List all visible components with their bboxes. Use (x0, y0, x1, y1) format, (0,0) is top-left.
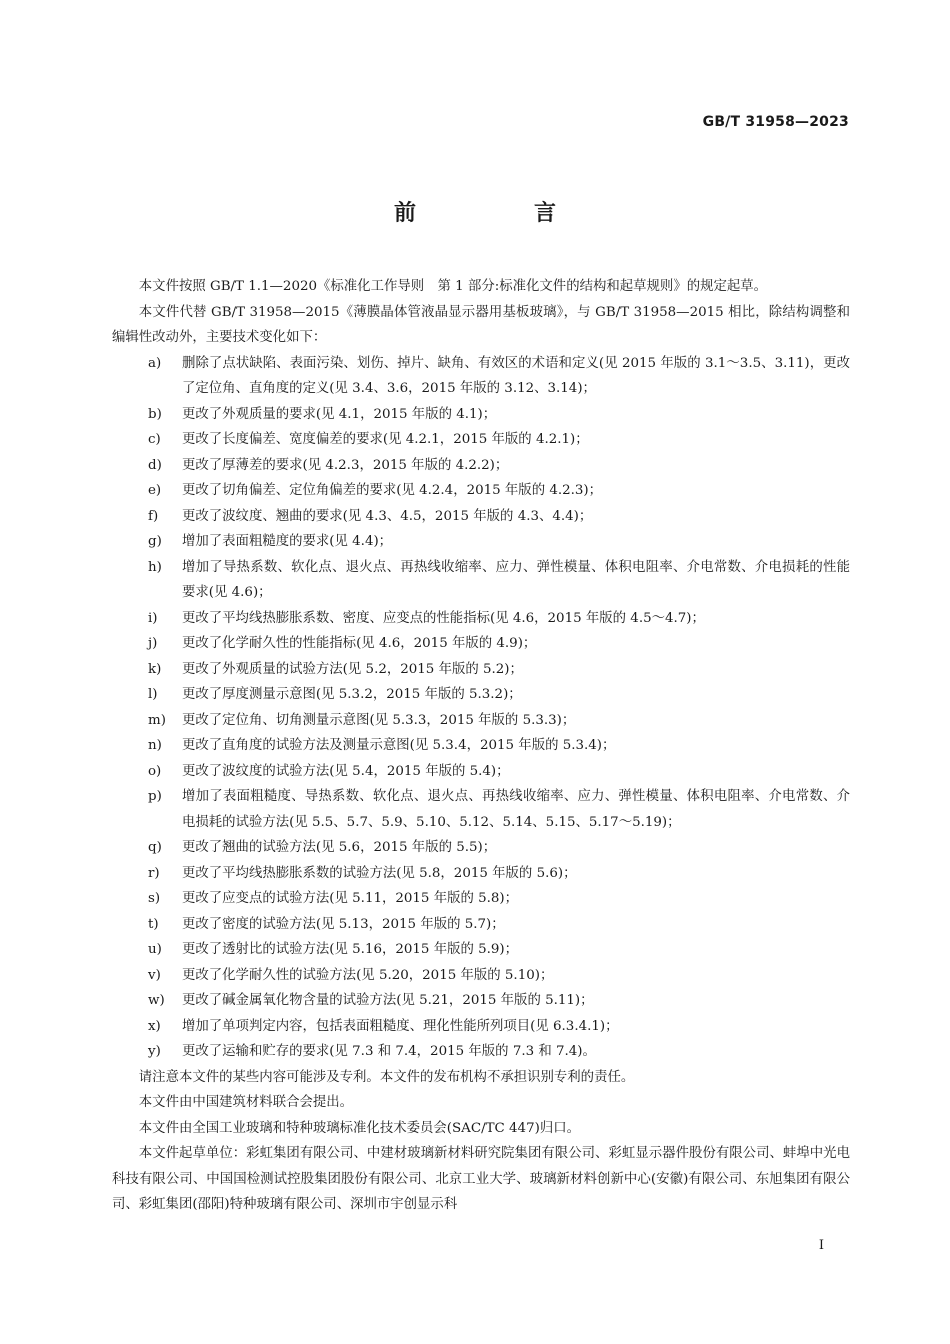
list-marker: d) (148, 457, 162, 473)
list-marker: c) (148, 432, 161, 447)
page-title: 前 言 (393, 201, 604, 226)
change-list-item (112, 886, 850, 912)
patent-notice: 请注意本文件的某些内容可能涉及专利。本文件的发布机构不承担识别专利的责任。 (138, 1069, 635, 1085)
list-item-text: 更改了平均线热膨胀系数、密度、应变点的性能指标(见 4.6，2015 年版的 4.5～4.7)； (182, 610, 705, 626)
list-marker: b) (148, 406, 162, 422)
change-list-item (112, 861, 850, 887)
change-list-item (112, 1039, 850, 1065)
list-marker: y) (148, 1044, 161, 1059)
list-item-text: 更改了外观质量的要求(见 4.1，2015 年版的 4.1)； (182, 406, 497, 422)
change-list-item (112, 555, 850, 606)
change-list-item (112, 631, 850, 657)
change-list-item (112, 759, 850, 785)
list-item-text: 更改了密度的试验方法(见 5.13，2015 年版的 5.7)； (182, 916, 505, 932)
change-list-item (112, 453, 850, 479)
list-marker: g) (148, 534, 162, 549)
change-list-item (112, 988, 850, 1014)
list-item-text: 更改了切角偏差、定位角偏差的要求(见 4.2.4，2015 年版的 4.2.3)； (182, 483, 603, 498)
list-item-text: 更改了碱金属氧化物含量的试验方法(见 5.21，2015 年版的 5.11)； (182, 993, 594, 1008)
change-list-item (112, 351, 850, 402)
list-item-text: 更改了波纹度、翘曲的要求(见 4.3、4.5，2015 年版的 4.3、4.4)； (182, 508, 593, 524)
change-list-item (112, 708, 850, 734)
list-marker: w) (148, 993, 165, 1008)
list-item-text: 更改了应变点的试验方法(见 5.11，2015 年版的 5.8)； (182, 891, 519, 906)
change-list-item (112, 529, 850, 555)
list-item-text: 更改了波纹度的试验方法(见 5.4，2015 年版的 5.4)； (182, 763, 510, 779)
change-list-item (112, 402, 850, 428)
intro-paragraph: 本文件代替 GB/T 31958—2015《薄膜晶体管液晶显示器用基板玻璃》，与 GB/T 31958—2015 相比，除结构调整和编辑性改动外，主要技术变化如下： (112, 304, 850, 345)
list-marker: r) (148, 865, 160, 881)
list-item-text: 删除了点状缺陷、表面污染、划伤、掉片、缺角、有效区的术语和定义(见 2015 年版的 3.1～3.5、3.11)，更改了定位角、直角度的定义(见 3.4、3.6，2015 年版的 3.12、3.14)； (182, 355, 850, 396)
page-number: Ⅰ (818, 1238, 824, 1253)
list-marker: t) (148, 916, 159, 932)
change-list-item (112, 912, 850, 938)
list-item-text: 更改了翘曲的试验方法(见 5.6，2015 年版的 5.5)； (182, 840, 497, 855)
list-marker: x) (148, 1018, 161, 1034)
change-list-item (112, 963, 850, 989)
list-item-text: 增加了导热系数、软化点、退火点、再热线收缩率、应力、弹性模量、体积电阻率、介电常数、介电损耗的性能要求(见 4.6)； (182, 559, 850, 600)
change-list-item (112, 682, 850, 708)
list-marker: l) (148, 687, 158, 702)
change-list-item (112, 657, 850, 683)
list-marker: h) (148, 559, 162, 575)
intro-paragraph: 本文件按照 GB/T 1.1—2020《标准化工作导则 第 1 部分:标准化文件的结构和起草规则》的规定起草。 (138, 279, 768, 294)
standard-code: GB/T 31958—2023 (702, 114, 849, 130)
proposer-paragraph: 本文件由中国建筑材料联合会提出。 (138, 1095, 354, 1110)
list-item-text: 更改了化学耐久性的试验方法(见 5.20，2015 年版的 5.10)； (182, 967, 554, 983)
change-list-item (112, 835, 850, 861)
list-marker: e) (148, 483, 162, 498)
list-marker: f) (148, 508, 159, 524)
list-item-text: 增加了表面粗糙度、导热系数、软化点、退火点、再热线收缩率、应力、弹性模量、体积电阻率、介电常数、介电损耗的试验方法(见 5.5、5.7、5.9、5.10、5.12、5.14、5.15、5.17～5.19)； (182, 789, 850, 830)
list-marker: m) (148, 712, 166, 728)
change-list-item (112, 504, 850, 530)
list-marker: k) (148, 661, 162, 677)
drafting-units-paragraph: 本文件起草单位：彩虹集团有限公司、中建材玻璃新材料研究院集团有限公司、彩虹显示器件股份有限公司、蚌埠中光电科技有限公司、中国国检测试控股集团股份有限公司、北京工业大学、玻璃新材料创新中心(安徽)有限公司、东旭集团有限公司、彩虹集团(邵阳)特种玻璃有限公司、深圳市宇创显示科 (112, 1146, 850, 1212)
list-item-text: 更改了厚度测量示意图(见 5.3.2，2015 年版的 5.3.2)； (182, 687, 522, 702)
list-item-text: 更改了透射比的试验方法(见 5.16，2015 年版的 5.9)； (182, 942, 519, 957)
list-item-text: 更改了运输和贮存的要求(见 7.3 和 7.4，2015 年版的 7.3 和 7.4)。 (182, 1044, 596, 1059)
list-item-text: 更改了定位角、切角测量示意图(见 5.3.3，2015 年版的 5.3.3)； (182, 712, 576, 728)
list-item-text: 更改了直角度的试验方法及测量示意图(见 5.3.4，2015 年版的 5.3.4)； (182, 738, 616, 753)
list-item-text: 更改了外观质量的试验方法(见 5.2，2015 年版的 5.2)； (182, 661, 523, 677)
list-item-text: 更改了平均线热膨胀系数的试验方法(见 5.8，2015 年版的 5.6)； (182, 865, 577, 881)
list-marker: u) (148, 942, 162, 957)
document-body (112, 274, 850, 1218)
list-marker: j) (148, 636, 158, 651)
change-list-item (112, 478, 850, 504)
list-marker: p) (148, 789, 162, 804)
change-list-item (112, 937, 850, 963)
change-list-item (112, 1014, 850, 1040)
list-marker: q) (148, 840, 162, 855)
list-item-text: 更改了长度偏差、宽度偏差的要求(见 4.2.1，2015 年版的 4.2.1)； (182, 432, 589, 447)
list-marker: o) (148, 763, 162, 779)
list-item-text: 更改了厚薄差的要求(见 4.2.3，2015 年版的 4.2.2)； (182, 457, 509, 473)
list-marker: i) (148, 610, 158, 626)
change-list (112, 351, 850, 1065)
change-list-item (112, 733, 850, 759)
list-item-text: 更改了化学耐久性的性能指标(见 4.6，2015 年版的 4.9)； (182, 636, 537, 651)
committee-paragraph: 本文件由全国工业玻璃和特种玻璃标准化技术委员会(SAC/TC 447)归口。 (138, 1120, 580, 1136)
change-list-item (112, 606, 850, 632)
change-list-item (112, 784, 850, 835)
list-item-text: 增加了表面粗糙度的要求(见 4.4)； (182, 534, 393, 549)
list-marker: v) (148, 967, 161, 983)
list-item-text: 增加了单项判定内容，包括表面粗糙度、理化性能所列项目(见 6.3.4.1)； (182, 1018, 619, 1034)
list-marker: n) (148, 738, 162, 753)
list-marker: a) (148, 355, 162, 371)
change-list-item (112, 427, 850, 453)
list-marker: s) (148, 891, 161, 906)
